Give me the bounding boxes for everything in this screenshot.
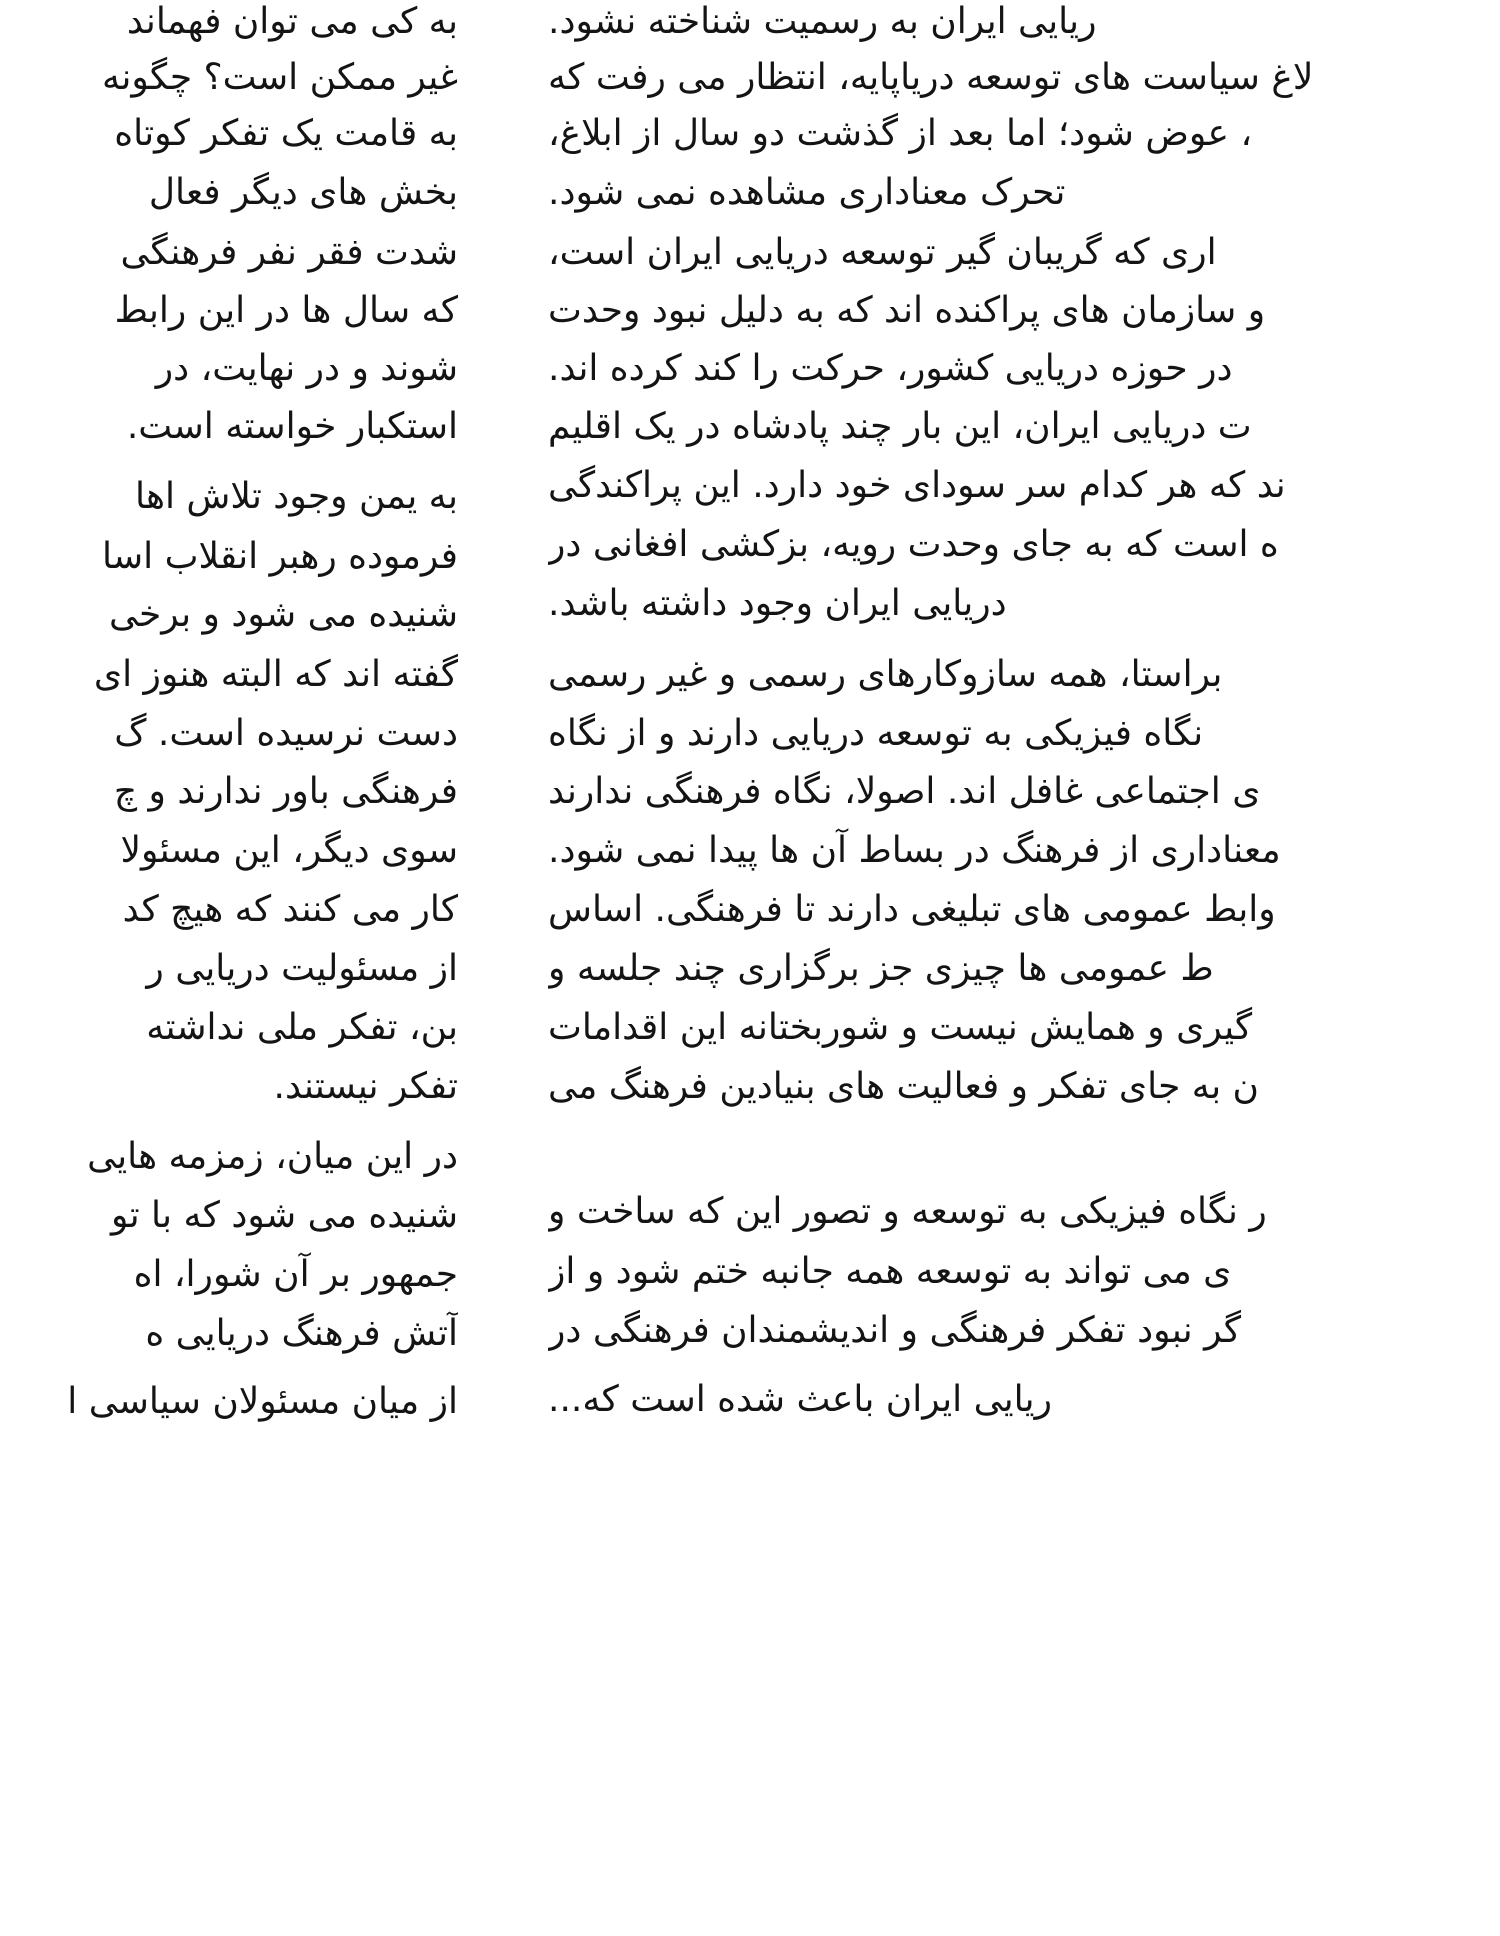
text-line: ریایی ایران باعث شده است که... [548,1379,1052,1420]
text-line: شنیده می شود و برخی [108,594,458,635]
text-line: شنیده می شود که با تو [111,1195,458,1236]
text-line: بن، تفکر ملی نداشته [146,1007,458,1048]
text-line: استکبار خواسته است. [126,406,458,447]
text-line: به یمن وجود تلاش اها [135,476,458,517]
text-line: دریایی ایران وجود داشته باشد. [548,583,1007,624]
text-line: آتش فرهنگ دریایی ه [145,1313,458,1354]
text-line: ریایی ایران به رسمیت شناخته نشود. [548,1,1097,42]
text-line: ط عمومی ها چیزی جز برگزاری چند جلسه و [548,948,1214,989]
text-line: لاغ سیاست های توسعه دریاپایه، انتظار می رفت که [548,57,1314,98]
text-line: ن به جای تفکر و فعالیت های بنیادین فرهنگ می [548,1066,1259,1107]
text-line: از مسئولیت دریایی ر [146,948,458,989]
text-line: ی می تواند به توسعه همه جانبه ختم شود و از [548,1251,1232,1292]
text-line: ند که هر کدام سر سودای خود دارد. این پراکندگی [548,465,1286,506]
left-text-column [0,0,458,1936]
text-line: به کی می توان فهماند [126,1,458,42]
text-line: از میان مسئولان سیاسی ا [67,1381,458,1422]
text-line: ی اجتماعی غافل اند. اصولا، نگاه فرهنگی ندارند [548,771,1261,812]
text-line: گفته اند که البته هنوز ای [93,654,458,695]
text-line: وابط عمومی های تبلیغی دارند تا فرهنگی. اساس [548,889,1276,930]
right-text-column [548,0,1500,1936]
text-line: ت دریایی ایران، این بار چند پادشاه در یک اقلیم [548,406,1252,447]
text-line: تحرک معناداری مشاهده نمی شود. [548,172,1066,213]
text-line: شدت فقر نفر فرهنگی [120,232,458,273]
text-line: جمهور بر آن شورا، اه [133,1254,458,1295]
text-line: در حوزه دریایی کشور، حرکت را کند کرده اند. [548,348,1233,389]
text-line: سوی دیگر، این مسئولا [120,830,458,871]
text-line: براستا، همه سازوکارهای رسمی و غیر رسمی [548,654,1223,695]
text-line: تفکر نیستند. [273,1066,458,1107]
text-line: در این میان، زمزمه هایی [87,1136,458,1177]
text-line: کار می کنند که هیچ کد [122,889,458,930]
text-line: ر نگاه فیزیکی به توسعه و تصور این که ساخت و [548,1191,1267,1232]
text-line: ، عوض شود؛ اما بعد از گذشت دو سال از ابلاغ، [548,113,1253,154]
text-line: فرهنگی باور ندارند و چ [113,771,458,812]
text-line: و سازمان های پراکنده اند که به دلیل نبود وحدت [548,290,1266,331]
text-line: گیری و همایش نیست و شوربختانه این اقدامات [548,1007,1253,1048]
text-line: به قامت یک تفکر کوتاه [114,113,458,154]
text-line: گر نبود تفکر فرهنگی و اندیشمندان فرهنگی در [548,1310,1242,1351]
text-line: معناداری از فرهنگ در بساط آن ها پیدا نمی شود. [548,830,1281,871]
text-line: شوند و در نهایت، در [155,348,458,389]
text-line: که سال ها در این رابط [114,290,458,331]
text-line: دست نرسیده است. گ [114,713,458,754]
text-line: ه است که به جای وحدت رویه، بزکشی افغانی در [548,524,1279,565]
text-line: اری که گریبان گیر توسعه دریایی ایران است، [548,232,1217,273]
text-line: نگاه فیزیکی به توسعه دریایی دارند و از نگاه [548,713,1204,754]
text-line: غیر ممکن است؟ چگونه [102,57,458,98]
text-line: فرموده رهبر انقلاب اسا [101,536,458,577]
text-line: بخش های دیگر فعال [148,172,458,213]
